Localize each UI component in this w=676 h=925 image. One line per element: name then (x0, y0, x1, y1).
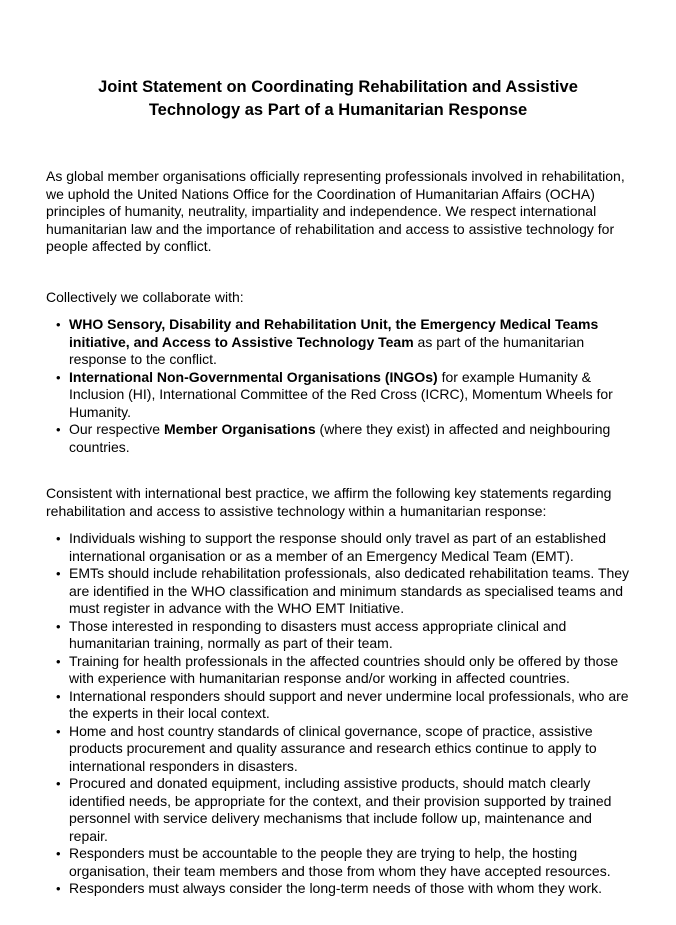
list-item (46, 369, 630, 422)
list-item (46, 845, 630, 880)
intro-paragraph: As global member organisations officially representing professionals involved in rehabilitation, we uphold the United Nations Office for the Coordination of Humanitarian Affairs (OCHA) principles of humanity, neutrality, impartiality and independence. We respect international humanitarian law and the importance of rehabilitation and access to assistive technology for people affected by conflict. (46, 168, 625, 254)
bullet-icon: • (56, 723, 61, 739)
list-item-text: Our respective Member Organisations (where they exist) in affected and neighbouring countries. (69, 421, 611, 455)
bullet-icon: • (56, 653, 61, 669)
bullet-icon: • (56, 618, 61, 634)
statements-list (46, 530, 630, 898)
bullet-icon: • (56, 776, 61, 791)
collaborate-heading: Collectively we collaborate with: (46, 288, 244, 305)
list-item-text: Training for health professionals in the affected countries should only be offered by those with experience with humanitarian response and/or working in affected countries. (69, 652, 619, 686)
bullet-icon: • (56, 369, 61, 385)
list-item (46, 421, 630, 456)
list-item (46, 618, 630, 653)
bullet-icon: • (56, 531, 61, 546)
list-item-text: International responders should support and never undermine local professionals, who are the experts in their local context. (69, 687, 629, 721)
list-item-text: International Non-Governmental Organisations (INGOs) for example Humanity & Inclusion (HI), International Committee of the Red Cross (ICRC), Momentum Wheels for Humanity. (69, 368, 613, 420)
list-item (46, 316, 630, 369)
bullet-icon: • (56, 317, 61, 332)
list-item-text: WHO Sensory, Disability and Rehabilitation Unit, the Emergency Medical Teams initiative, and Access to Assistive Technology Team as part of the humanitarian response to the conflict. (69, 316, 599, 367)
document-title: Joint Statement on Coordinating Rehabilitation and Assistive Technology as Part of a Humanitarian Response (98, 78, 578, 119)
bullet-icon: • (56, 422, 61, 437)
list-item-text: Home and host country standards of clinical governance, scope of practice, assistive products procurement and quality assurance and research ethics continue to apply to international responders in disasters. (69, 722, 597, 774)
list-item-text: Procured and donated equipment, including assistive products, should match clearly identified needs, be appropriate for the context, and their provision supported by trained personnel with service delivery mechanisms that include follow up, maintenance and repair. (69, 775, 612, 844)
bullet-icon: • (56, 881, 61, 896)
list-item (46, 723, 630, 776)
list-item-text: Responders must always consider the long-term needs of those with whom they work. (69, 880, 603, 896)
list-item-text: Individuals wishing to support the response should only travel as part of an established international organisation or as a member of an Emergency Medical Team (EMT). (69, 530, 606, 564)
list-item-text: Those interested in responding to disasters must access appropriate clinical and humanitarian training, normally as part of their team. (69, 617, 567, 651)
collaboration-list (46, 316, 630, 456)
list-item-text: EMTs should include rehabilitation professionals, also dedicated rehabilitation teams. They are identified in the WHO classification and minimum standards as specialised teams and must register in advance with the WHO EMT Initiative. (69, 565, 630, 616)
list-item (46, 530, 630, 565)
bullet-icon: • (56, 846, 61, 861)
list-item (46, 688, 630, 723)
list-item (46, 653, 630, 688)
list-item (46, 880, 630, 898)
bullet-icon: • (56, 566, 61, 581)
bullet-icon: • (56, 688, 61, 704)
statements-intro-paragraph: Consistent with international best practice, we affirm the following key statements regarding rehabilitation and access to assistive technology within a humanitarian response: (46, 485, 612, 519)
list-item-text: Responders must be accountable to the people they are trying to help, the hosting organisation, their team members and those from whom they have accepted resources. (69, 845, 611, 879)
list-item (46, 775, 630, 845)
list-item (46, 565, 630, 618)
